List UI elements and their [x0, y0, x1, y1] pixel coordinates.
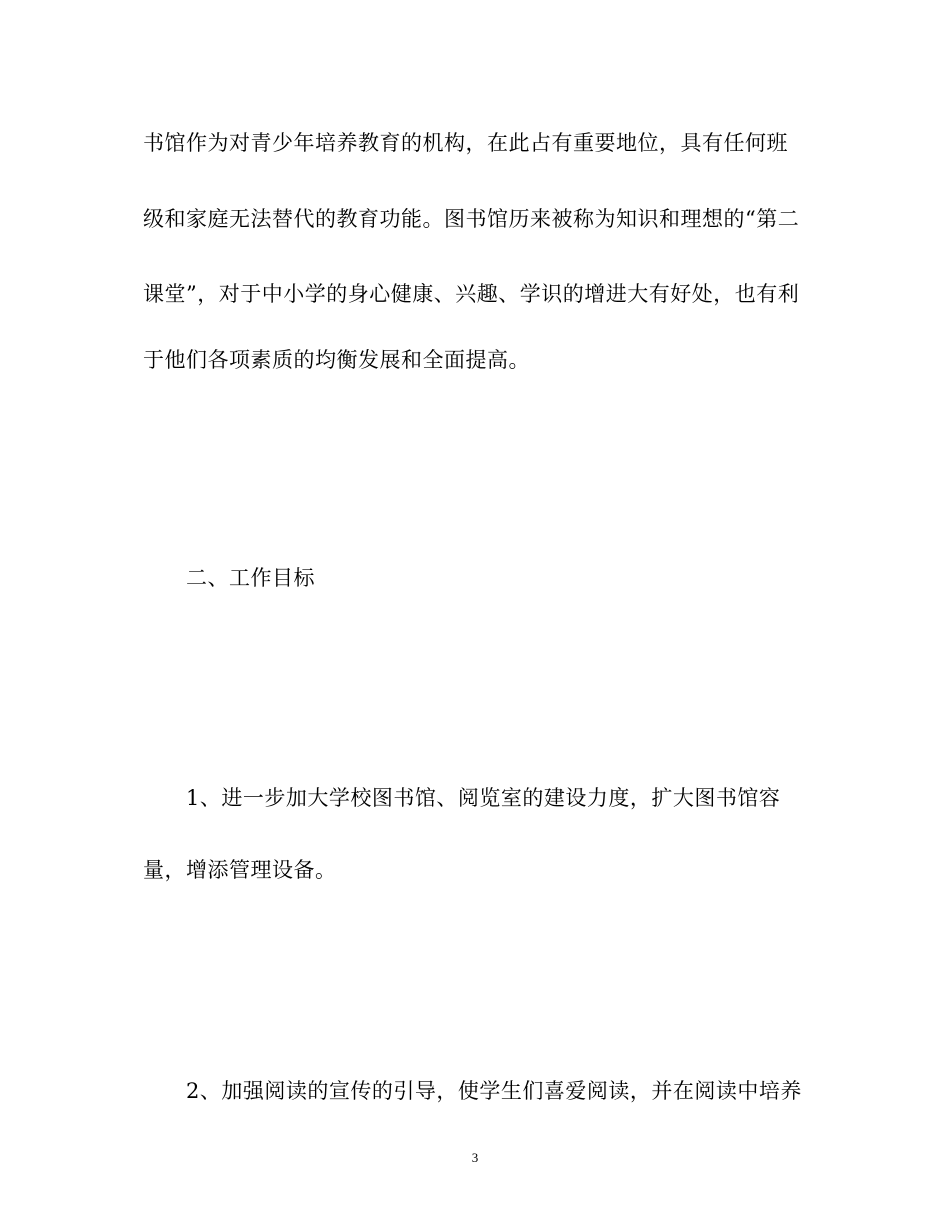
- paragraph-line: 级和家庭无法替代的教育功能。图书馆历来被称为知识和理想的“第二: [143, 207, 800, 231]
- list-item-line: 2、加强阅读的宣传的引导，使学生们喜爱阅读，并在阅读中培养: [186, 1079, 802, 1103]
- section-heading: 二、工作目标: [186, 566, 315, 590]
- paragraph-line: 课堂”，对于中小学的身心健康、兴趣、学识的增进大有好处，也有利: [143, 282, 800, 306]
- paragraph-line: 书馆作为对青少年培养教育的机构，在此占有重要地位，具有任何班: [143, 131, 788, 155]
- list-item-line: 量，增添管理设备。: [143, 858, 337, 882]
- paragraph-line: 于他们各项素质的均衡发展和全面提高。: [143, 348, 530, 372]
- list-item-line: 1、进一步加大学校图书馆、阅览室的建设力度，扩大图书馆容: [186, 786, 781, 810]
- page-number: 3: [471, 1150, 479, 1165]
